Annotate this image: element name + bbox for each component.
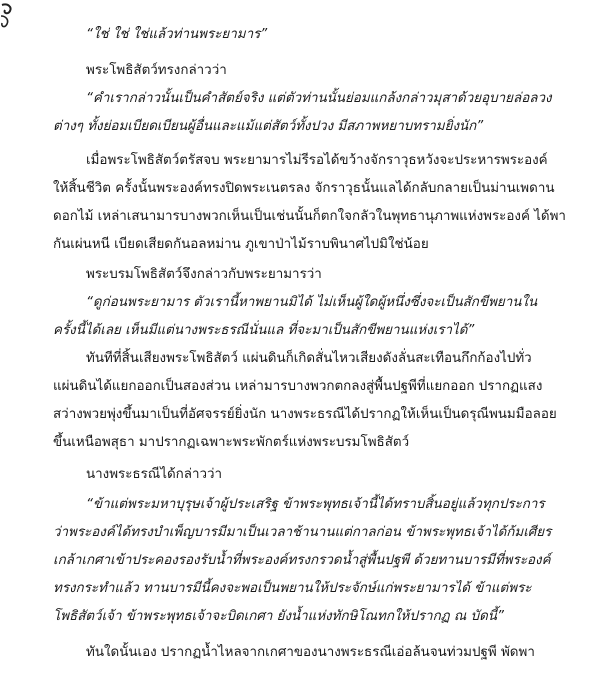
paragraph-line: กันเผ่นหนี เบียดเสียดกันอลหม่าน ภูเขาป่าไม้ราบพินาศไปมิใช่น้อย bbox=[53, 237, 429, 252]
paragraph-line: สว่างพวยพุ่งขึ้นมาเป็นที่อัศจรรย์ยิ่งนัก นางพระธรณีได้ปรากฏให้เห็นเป็นดรุณีพนมมือลอย bbox=[53, 407, 557, 422]
paragraph-line: ทันใดนั้นเอง ปรากฏน้ำไหลจากเกศาของนางพระธรณีเอ่อล้นจนท่วมปฐพี พัดพา bbox=[86, 645, 535, 660]
quote-line: “คำเรากล่าวนั้นเป็นคำสัตย์จริง แต่ตัวท่านนั้นย่อมแกล้งกล่าวมุสาด้วยอุบายล่อลวง bbox=[86, 91, 552, 106]
quote-line: ครั้งนี้ได้เลย เห็นมีแต่นางพระธรณีนั่นแล ที่จะมาเป็นสักขีพยานแห่งเราได้” bbox=[53, 323, 475, 338]
quote-line: “ดูก่อนพระยามาร ตัวเรานี้หาพยานมิได้ ไม่เห็นผู้ใดผู้หนึ่งซึ่งจะเป็นสักขีพยานใน bbox=[86, 295, 538, 310]
paragraph-line: ดอกไม้ เหล่าเสนามารบางพวกเห็นเป็นเช่นนั้นก็ตกใจกลัวในพุทธานุภาพแห่งพระองค์ ได้พา bbox=[53, 209, 566, 224]
paragraph-line: เมื่อพระโพธิสัตว์ตรัสจบ พระยามารไม่รีรอได้ขว้างจักราวุธหวังจะประหารพระองค์ bbox=[86, 153, 548, 168]
paragraph-line: ทันทีที่สิ้นเสียงพระโพธิสัตว์ แผ่นดินก็เกิดสั่นไหวเสียงดังลั่นสะเทือนกึกก้องไปทั่ว bbox=[86, 351, 532, 366]
quote-line: ต่างๆ ทั้งย่อมเบียดเบียนผู้อื่นและแม้แต่สัตว์ทั้งปวง มีสภาพหยาบทรามยิ่งนัก” bbox=[53, 119, 484, 134]
paragraph-line: ให้สิ้นชีวิต ครั้งนั้นพระองค์ทรงปิดพระเนตรลง จักราวุธนั้นแลได้กลับกลายเป็นม่านเพดาน bbox=[53, 181, 555, 196]
quote-line: “ข้าแต่พระมหาบุรุษเจ้าผู้ประเสริฐ ข้าพระพุทธเจ้านี้ได้ทราบสิ้นอยู่แล้วทุกประการ bbox=[86, 497, 545, 512]
quote-line: โพธิสัตว์เจ้า ข้าพระพุทธเจ้าจะบิดเกศา ยังน้ำแห่งทักษิโณทกให้ปรากฏ ณ บัดนี้” bbox=[53, 609, 504, 624]
quote-line: ว่าพระองค์ได้ทรงบำเพ็ญบารมีมาเป็นเวลาช้านานแต่กาลก่อน ข้าพระพุทธเจ้าได้ก้มเศียร bbox=[53, 525, 552, 540]
narration-line: พระบรมโพธิสัตว์จึงกล่าวกับพระยามารว่า bbox=[86, 267, 322, 282]
quote-line: ทรงกระทำแล้ว ทานบารมีนี้คงจะพอเป็นพยานให้ประจักษ์แก่พระยามารได้ ข้าแต่พระ bbox=[53, 581, 532, 596]
quote-line: เกล้าเกศาเข้าประคองรองรับน้ำที่พระองค์ทรงกรวดน้ำสู่พื้นปฐพี ด้วยทานบารมีที่พระองค์ bbox=[53, 553, 551, 568]
paragraph-line: แผ่นดินได้แยกออกเป็นสองส่วน เหล่ามารบางพวกตกลงสู่พื้นปฐพีที่แยกออก ปรากฏแสง bbox=[53, 379, 543, 394]
narration-line: นางพระธรณีได้กล่าวว่า bbox=[86, 467, 223, 482]
corner-ornament-icon bbox=[0, 2, 16, 32]
narration-line: พระโพธิสัตว์ทรงกล่าวว่า bbox=[86, 63, 227, 78]
paragraph-line: ขึ้นเหนือพสุธา มาปรากฏเฉพาะพระพักตร์แห่งพระบรมโพธิสัตว์ bbox=[53, 435, 410, 450]
quote-line: “ใช่ ใช่ ใช่แล้วท่านพระยามาร” bbox=[86, 27, 268, 42]
